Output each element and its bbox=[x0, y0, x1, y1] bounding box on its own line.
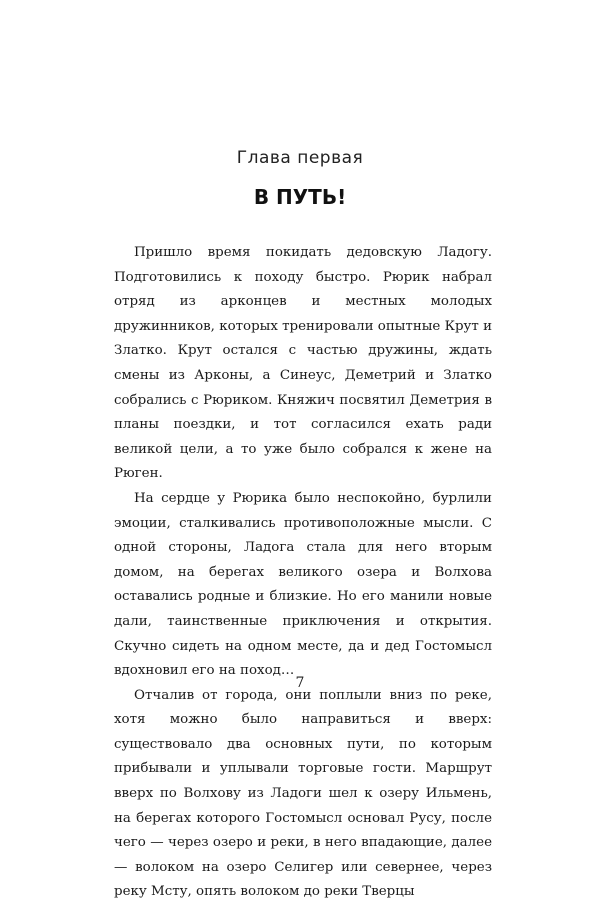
chapter-title: В ПУТЬ! bbox=[253, 185, 347, 209]
page-number: 7 bbox=[295, 675, 305, 691]
body-text bbox=[114, 241, 492, 905]
paragraph-3: Отчалив от города, они поплыли вниз по реке, хотя можно было направиться и вверх: существовало два основных пути, по которым прибывали и уплывали торговые гости. Маршрут вверх по Волхову из Ладоги шел к озеру Ильмень, на берегах которого Гостомысл основал Русу, после чего — через озеро и реки, в него впадающие, далее — волоком на озеро Селигер или севернее, через реку Мсту, опять волоком до реки Тверцы bbox=[114, 687, 492, 900]
paragraph-2: На сердце у Рюрика было неспокойно, бурлили эмоции, сталкивались противоположные мысли. С одной стороны, Ладога стала для него вторым домом, на берегах великого озера и Волхова оставались родные и близкие. Но его манили новые дали, таинственные приключения и открытия. Скучно сидеть на одном месте, да и дед Гостомысл вдохновил его на поход… bbox=[114, 490, 492, 679]
chapter-label: Глава первая bbox=[236, 148, 364, 168]
paragraph-1: Пришло время покидать дедовскую Ладогу. Подготовились к походу быстро. Рюрик набрал отряд из арконцев и местных молодых дружинников, которых тренировали опытные Крут и Златко. Крут остался с частью дружины, ждать смены из Арконы, а Синеус, Деметрий и Златко собрались с Рюриком. Княжич посвятил Деметрия в планы поездки, и тот согласился ехать ради великой цели, а то уже было собрался к жене на Рюген. bbox=[114, 245, 492, 482]
